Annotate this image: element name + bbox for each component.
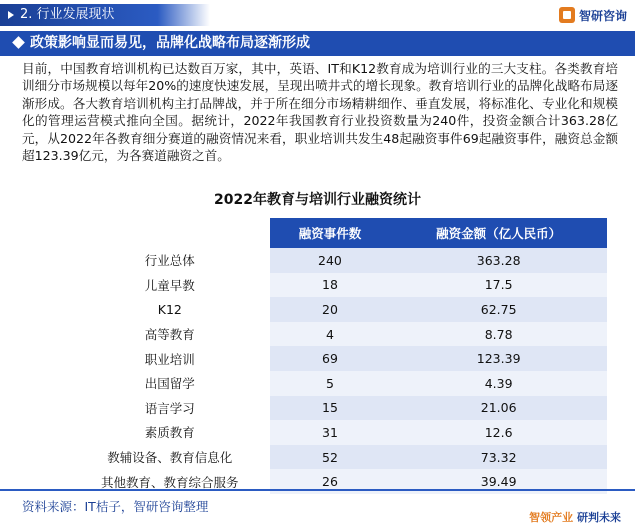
section-tag xyxy=(0,4,210,26)
row-label-cell: 教辅设备、教育信息化 xyxy=(107,450,233,466)
section-label: 2. 行业发展现状 xyxy=(20,7,115,22)
top-bar xyxy=(0,0,635,30)
event-count-cell: 20 xyxy=(270,297,391,322)
row-label-cell: K12 xyxy=(157,301,182,317)
table-header-row xyxy=(70,218,607,248)
footer xyxy=(0,489,635,528)
event-count-cell: 5 xyxy=(270,371,391,396)
table-row xyxy=(70,322,607,347)
triangle-icon xyxy=(8,11,14,19)
amount-cell: 17.5 xyxy=(390,273,607,298)
table-row xyxy=(70,445,607,470)
row-label-cell: 职业培训 xyxy=(144,351,195,367)
amount-cell: 39.49 xyxy=(390,469,607,494)
table-row xyxy=(70,297,607,322)
row-label-cell: 儿童早教 xyxy=(144,277,195,293)
event-count-cell: 240 xyxy=(270,248,391,273)
table-row xyxy=(70,346,607,371)
amount-cell: 363.28 xyxy=(390,248,607,273)
title-banner xyxy=(0,31,635,56)
slogan-part-a: 智领产业 xyxy=(529,511,574,524)
table-title: 2022年教育与培训行业融资统计 xyxy=(214,192,421,208)
banner-title: 政策影响显而易见，品牌化战略布局逐渐形成 xyxy=(30,35,310,51)
slogan-part-b: 研判未来 xyxy=(577,511,621,524)
logo-icon xyxy=(559,7,575,23)
row-label-cell: 素质教育 xyxy=(144,425,195,441)
amount-cell: 4.39 xyxy=(390,371,607,396)
amount-cell: 12.6 xyxy=(390,420,607,445)
table-header-cell xyxy=(70,218,270,248)
row-label-cell: 高等教育 xyxy=(144,327,195,343)
event-count-cell: 69 xyxy=(270,346,391,371)
amount-cell: 123.39 xyxy=(390,346,607,371)
logo xyxy=(559,5,627,25)
amount-cell: 21.06 xyxy=(390,396,607,421)
body-paragraph: 目前，中国教育培训机构已达数百万家，其中，英语、IT和K12教育成为培训行业的三大支柱。各类教育培训细分市场规模以每年20%的速度快速发展，呈现出喷井式的增长现象。教育培训行业的品牌化战略布局逐渐形成。各大教育培训机构主打品牌战，并于所在细分市场精耕细作、垂直发展，将标准化、专业化和规模化的管理运营模式推向全国。据统计，2022年我国教育行业投资数量为240件，投资金额合计363.28亿元，从2022年各教育细分赛道的融资情况来看，职业培训共发生48起融资事件69起融资事件，融资总金额超123.39亿元，为各赛道融资之首。 xyxy=(22,61,618,164)
table-header-cell: 融资金额（亿人民币） xyxy=(390,218,607,248)
source-note: 资料来源：IT桔子，智研咨询整理 xyxy=(22,499,209,514)
table-header-cell: 融资事件数 xyxy=(270,218,391,248)
financing-table xyxy=(70,218,607,494)
event-count-cell: 52 xyxy=(270,445,391,470)
table-row xyxy=(70,273,607,298)
row-label-cell: 其他教育、教育综合服务 xyxy=(101,474,239,490)
table-row xyxy=(70,396,607,421)
table-row xyxy=(70,371,607,396)
amount-cell: 62.75 xyxy=(390,297,607,322)
row-label-cell: 语言学习 xyxy=(144,400,195,416)
table-row xyxy=(70,248,607,273)
logo-text: 智研咨询 xyxy=(578,8,627,23)
amount-cell: 73.32 xyxy=(390,445,607,470)
event-count-cell: 18 xyxy=(270,273,391,298)
table-row xyxy=(70,420,607,445)
amount-cell: 8.78 xyxy=(390,322,607,347)
slogan xyxy=(529,509,621,525)
event-count-cell: 15 xyxy=(270,396,391,421)
row-label-cell: 出国留学 xyxy=(144,376,195,392)
row-label-cell: 行业总体 xyxy=(144,253,195,269)
diamond-icon xyxy=(12,36,25,49)
event-count-cell: 31 xyxy=(270,420,391,445)
event-count-cell: 26 xyxy=(270,469,391,494)
event-count-cell: 4 xyxy=(270,322,391,347)
